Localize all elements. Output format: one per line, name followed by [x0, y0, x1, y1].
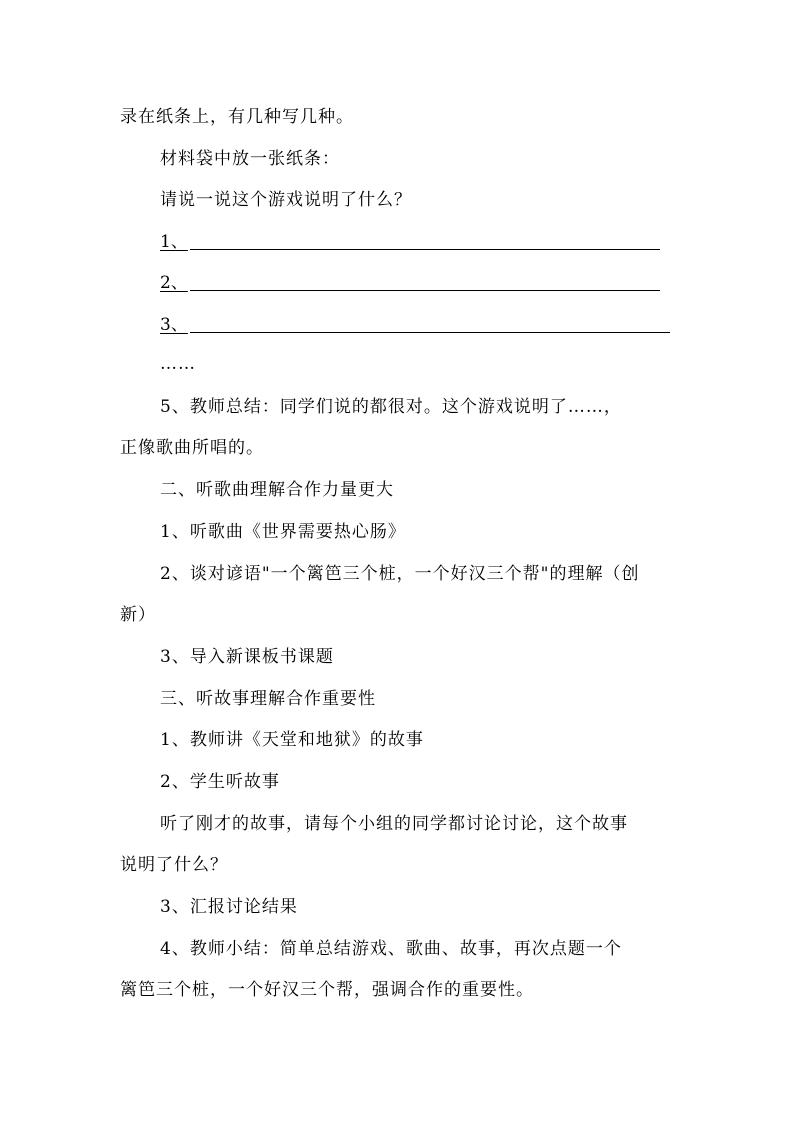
answer-underline — [190, 331, 670, 333]
paragraph-line: 3、汇报讨论结果 — [160, 897, 298, 917]
paragraph-line: 正像歌曲所唱的。 — [120, 438, 264, 458]
section-heading: 三、听故事理解合作重要性 — [160, 689, 376, 709]
answer-blank-number: 1、 — [160, 232, 188, 252]
paragraph-line: 听了刚才的故事，请每个小组的同学都讨论讨论，这个故事 — [160, 814, 628, 834]
paragraph-line: 材料袋中放一张纸条： — [160, 149, 340, 169]
paragraph-line: 3、导入新课板书课题 — [160, 647, 334, 667]
paragraph-line: 2、学生听故事 — [160, 772, 280, 792]
paragraph-line: 1、听歌曲《世界需要热心肠》 — [160, 522, 406, 542]
paragraph-line: 5、教师总结：同学们说的都很对。这个游戏说明了……， — [160, 397, 622, 417]
answer-blank-1 — [160, 230, 660, 254]
paragraph-line: 1、教师讲《天堂和地狱》的故事 — [160, 730, 424, 750]
answer-blank-number: 2、 — [160, 273, 188, 293]
paragraph-line: 说明了什么？ — [120, 855, 228, 875]
answer-blank-number: 3、 — [160, 315, 188, 335]
answer-blank-2 — [160, 271, 660, 295]
answer-underline — [190, 248, 660, 250]
paragraph-line: 篱笆三个桩，一个好汉三个帮，强调合作的重要性。 — [120, 980, 534, 1000]
section-heading: 二、听歌曲理解合作力量更大 — [160, 480, 394, 500]
paragraph-line: 4、教师小结：简单总结游戏、歌曲、故事，再次点题一个 — [160, 939, 622, 959]
answer-blank-3 — [160, 313, 670, 337]
paragraph-line: 2、谈对谚语"一个篱笆三个桩，一个好汉三个帮"的理解（创 — [160, 564, 640, 584]
answer-underline — [190, 289, 660, 291]
paragraph-line: 录在纸条上，有几种写几种。 — [120, 107, 354, 127]
paragraph-line: …… — [160, 354, 196, 374]
paragraph-line: 新） — [120, 605, 156, 625]
paragraph-line: 请说一说这个游戏说明了什么？ — [160, 190, 412, 210]
